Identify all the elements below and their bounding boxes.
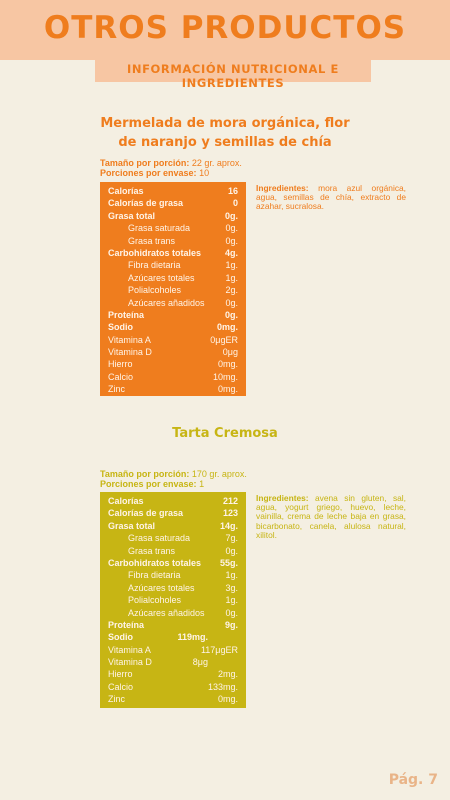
product-title-line: Mermelada de mora orgánica, flor <box>100 116 350 131</box>
serving-size-value: 22 gr. aprox. <box>191 158 242 168</box>
nutrition-row: Calcio 10mg. <box>108 371 238 382</box>
nutrition-row: Zinc 0mg. <box>108 384 238 395</box>
nutrition-table-jam <box>100 182 246 396</box>
nutrition-row: Calorías de grasa 123 <box>108 508 238 519</box>
nutrition-row: Grasa trans 0g. <box>128 235 238 246</box>
nutrition-row: Sodio 0mg. <box>108 322 238 333</box>
product-title-line: de naranjo y semillas de chía <box>118 135 332 150</box>
nutrition-row: Fibra dietaria 1g. <box>128 570 238 581</box>
nutrition-row: Calorías 212 <box>108 496 238 506</box>
nutrition-row: Polialcoholes 1g. <box>128 595 238 606</box>
ingredients-jam <box>256 184 406 212</box>
nutrition-row: Zinc 0mg. <box>108 694 238 705</box>
nutrition-row: Carbohidratos totales 55g. <box>108 557 238 568</box>
ingredients-text: avena sin gluten, sal, agua, yogurt griego, huevo, leche, vainilla, crema de leche baja en grasa, bicarbonato, canela, alulosa natural, xilitol. <box>256 493 406 540</box>
nutrition-row: Calcio 133mg. <box>108 681 238 692</box>
nutrition-row: Azúcares totales 1g. <box>128 272 238 283</box>
ingredients-label: Ingredientes: <box>256 183 309 193</box>
nutrition-row: Proteína 0g. <box>108 309 238 320</box>
product-title-line: Tarta Cremosa <box>172 426 278 441</box>
nutrition-row: Grasa total 14g. <box>108 520 238 531</box>
nutrition-row: Grasa saturada 0g. <box>128 223 238 234</box>
nutrition-row: Vitamina D 0μg <box>108 347 238 358</box>
product-title-jam <box>0 114 450 152</box>
nutrition-row: Azúcares añadidos 0g. <box>128 297 238 308</box>
nutrition-row: Grasa trans 0g. <box>128 545 238 556</box>
nutrition-row: Proteína 9g. <box>108 619 238 630</box>
serving-size-value: 170 gr. aprox. <box>191 469 247 479</box>
nutrition-row: Calorías 16 <box>108 186 238 196</box>
nutrition-row: Vitamina A 117μgER <box>108 644 238 655</box>
nutrition-row: Vitamina A 0μgER <box>108 334 238 345</box>
serving-size-label: Tamaño por porción: <box>100 469 190 479</box>
nutrition-row: Sodio 119mg. <box>108 632 208 643</box>
nutrition-row: Calorías de grasa 0 <box>108 198 238 209</box>
nutrition-row: Carbohidratos totales 4g. <box>108 247 238 258</box>
serving-info-jam <box>100 158 242 178</box>
nutrition-row: Fibra dietaria 1g. <box>128 260 238 271</box>
servings-value: 1 <box>199 479 205 489</box>
page-title: OTROS PRODUCTOS <box>43 10 407 46</box>
ingredients-tart <box>256 494 406 540</box>
nutrition-row: Vitamina D 8μg <box>108 657 208 668</box>
servings-label: Porciones por envase: <box>100 479 197 489</box>
nutrition-row: Grasa total 0g. <box>108 210 238 221</box>
servings-value: 10 <box>199 168 210 178</box>
ingredients-label: Ingredientes: <box>256 493 309 503</box>
nutrition-row: Grasa saturada 7g. <box>128 533 238 544</box>
servings-label: Porciones por envase: <box>100 168 197 178</box>
serving-info-tart <box>100 469 247 489</box>
nutrition-row: Hierro 0mg. <box>108 359 238 370</box>
nutrition-row: Hierro 2mg. <box>108 669 238 680</box>
nutrition-table-tart <box>100 492 246 708</box>
serving-size-label: Tamaño por porción: <box>100 158 190 168</box>
nutrition-row: Polialcoholes 2g. <box>128 285 238 296</box>
page-subtitle: INFORMACIÓN NUTRICIONAL E INGREDIENTES <box>126 62 339 90</box>
nutrition-row: Azúcares totales 3g. <box>128 582 238 593</box>
nutrition-row: Azúcares añadidos 0g. <box>128 607 238 618</box>
ingredients-text: mora azul orgánica, agua, semillas de chía, extracto de azahar, sucralosa. <box>256 183 406 212</box>
product-title-tart <box>0 424 450 443</box>
page-number: Pág. 7 <box>388 772 438 788</box>
